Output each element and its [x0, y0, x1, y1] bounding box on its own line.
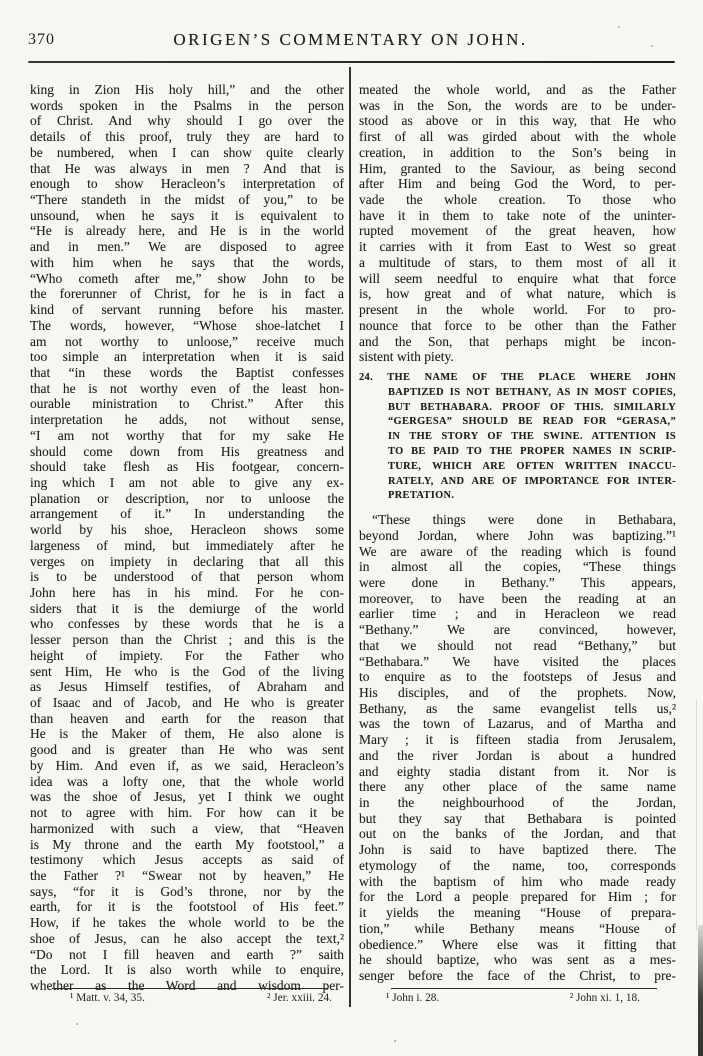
text-line: and the river Jordan is about a hundred [359, 747, 676, 763]
text-line: moreover, to have been the reading at an [359, 590, 676, 606]
text-line: and eighty stadia distant from it. Nor is [359, 763, 676, 779]
text-line: too simple an interpretation when it is said [30, 349, 344, 365]
footnote: ¹ John i. 28. [386, 992, 440, 1004]
text-line: TO BE PAID TO THE PROPER NAMES IN SCRIP- [388, 445, 676, 457]
text-line: lesser person than the Christ ; and this is the [30, 632, 344, 648]
text-line: idea was a lofty one, that the whole world [30, 773, 344, 789]
text-line: it yields the meaning “House of prepara- [359, 905, 676, 921]
text-line: RATELY, AND ARE OF IMPORTANCE FOR INTER- [388, 475, 676, 487]
text-line: is My throne and the earth My footstool,” a [30, 836, 344, 852]
text-line: that we should not read “Bethany,” but [359, 637, 676, 653]
text-line: nounce that force to be other than the Father [359, 317, 676, 333]
text-line: “These things were done in Bethabara, [372, 512, 676, 528]
text-line: vade the whole creation. To those who [359, 192, 676, 208]
text-line: unsound, when he says it is equivalent to [30, 207, 344, 223]
text-line: “Bethany.” We are convinced, however, [359, 622, 676, 638]
text-line: as Jesus Himself testifies, of Abraham and [30, 679, 344, 695]
text-line: arrangement of it.” In understanding the [30, 506, 344, 522]
text-line: the Lord. It is also worth while to enquire, [30, 962, 344, 978]
text-line: The words, however, “Whose shoe-latchet I [30, 317, 344, 333]
text-line: “He is already here, and He is in the world [30, 223, 344, 239]
text-line: details of this proof, truly they are hard to [30, 129, 344, 145]
scan-speck [584, 330, 586, 332]
text-line: largeness of mind, but immediately after he [30, 537, 344, 553]
scan-speck [651, 45, 653, 47]
text-line: world by his shoe, Heracleon shows some [30, 522, 344, 538]
text-line: the Father ?¹ “Swear not by heaven,” He [30, 867, 344, 883]
text-line: obedience.” Where else was it fitting that [359, 936, 676, 952]
text-line: it carries with it from East to West so great [359, 239, 676, 255]
text-line: BAPTIZED IS NOT BETHANY, AS IN MOST COPIES, [388, 386, 676, 398]
text-line: rupted movement of the great heaven, how [359, 223, 676, 239]
text-line: was in the Son, the words are to be under- [359, 97, 676, 113]
text-line: that He was always in men ? And that is [30, 160, 344, 176]
text-line: in the neighbourhood of the Jordan, [359, 795, 676, 811]
text-line: creation, in addition to the Son’s being in [359, 144, 676, 160]
text-line: Him, granted to the Saviour, as being second [359, 160, 676, 176]
text-line: by Him. And even if, as we said, Heracleon’s [30, 757, 344, 773]
text-line: etymology of the name, too, corresponds [359, 857, 676, 873]
text-line: John is said to have baptized there. The [359, 842, 676, 858]
text-line: “Bethabara.” We have visited the places [359, 653, 676, 669]
text-line: interpretation he adds, not without sense, [30, 412, 344, 428]
text-line: present in the whole world. For to pro- [359, 302, 676, 318]
text-line: tion,” while Bethany means “House of [359, 920, 676, 936]
text-line: should take flesh as His footgear, concern- [30, 459, 344, 475]
text-line: than heaven and earth for the reason that [30, 710, 344, 726]
footnote-separator [391, 988, 657, 989]
footnote-separator [52, 988, 328, 989]
text-line: earlier time ; and in Heracleon we read [359, 606, 676, 622]
text-line: of Isaac and of Jacob, and He who is greater [30, 695, 344, 711]
text-line: says, “for it is God’s throne, nor by the [30, 883, 344, 899]
text-line: in almost all the copies, “These things [359, 559, 676, 575]
text-line: John here has in his mind. For he con- [30, 585, 344, 600]
scan-speck [76, 1023, 78, 1025]
text-line: words spoken in the Psalms in the person [30, 97, 344, 113]
body-paragraph [359, 82, 676, 365]
text-line: for the Lord a people prepared for Him ; for [359, 889, 676, 905]
scan-edge-artifact [696, 700, 697, 930]
running-title: ORIGEN’S COMMENTARY ON JOHN. [173, 30, 528, 49]
text-line: He is the Maker of them, He also alone is [30, 726, 344, 742]
column-divider [349, 67, 351, 1007]
text-line: a multitude of stars, to them most of all it [359, 254, 676, 270]
text-line: senger before the face of the Christ, to pre- [359, 967, 676, 983]
text-line: height of impiety. For the Father who [30, 647, 344, 663]
text-line: ourable ministration to Christ.” After this [30, 396, 344, 412]
text-line: ing which I am not able to give any ex- [30, 474, 344, 490]
text-line: with the baptism of him who made ready [359, 873, 676, 889]
text-line: testimony which Jesus accepts as said of [30, 852, 344, 868]
text-line: who confesses by these words that he is a [30, 616, 344, 632]
text-line: PRETATION. [388, 490, 455, 502]
text-line: earth, for it is the footstool of His feet.” [30, 899, 344, 915]
text-line: is to be understood of that person whom [30, 569, 344, 585]
text-line: verges on impiety in declaring that all this [30, 553, 344, 569]
text-line: 24. THE NAME OF THE PLACE WHERE JOHN [359, 371, 676, 383]
text-line: whether as the Word and wisdom per- [30, 977, 344, 993]
text-line: that “in these words the Baptist confesses [30, 364, 344, 380]
text-line: were done in Bethany.” This appears, [359, 574, 676, 590]
footnote: ² Jer. xxiii. 24. [267, 992, 332, 1004]
text-line: be numbered, when I can show quite clearly [30, 144, 344, 160]
text-line: How, if he takes the whole world to be the [30, 915, 344, 931]
text-line: to enquire as to the footsteps of Jesus and [359, 669, 676, 685]
text-line: “There standeth in the midst of you,” to be [30, 192, 344, 208]
text-line: the forerunner of Christ, for he is in fact a [30, 286, 344, 302]
text-line: and the Son, that perhaps might be incon- [359, 333, 676, 349]
text-line: have it in them to take note of the uninter- [359, 207, 676, 223]
right-column [359, 82, 676, 984]
footnote-row [30, 992, 344, 1004]
text-line: was the town of Lazarus, and of Martha and [359, 716, 676, 732]
text-line: BUT BETHABARA. PROOF OF THIS. SIMILARLY [388, 401, 676, 413]
text-line: IN THE STORY OF THE SWINE. ATTENTION IS [388, 431, 676, 443]
text-line: His disciples, and of the prophets. Now, [359, 685, 676, 701]
text-line: after Him and being God the Word, to per- [359, 176, 676, 192]
text-line: Bethany, as the same evangelist tells us,² [359, 700, 676, 716]
left-footnotes [30, 988, 344, 1004]
scan-edge-artifact [698, 925, 703, 1056]
text-line: that he is not worthy even of the least hon- [30, 380, 344, 396]
text-line: planation or description, nor to unloose the [30, 490, 344, 506]
text-line: should come down from His greatness and [30, 443, 344, 459]
text-line: kind of servant running before his master. [30, 302, 344, 318]
text-line: meated the whole world, and as the Father [359, 82, 676, 97]
text-line: sistent with piety. [359, 349, 454, 365]
text-line: good and is greater than He who was sent [30, 742, 344, 758]
text-line: “Who cometh after me,” show John to be [30, 270, 344, 286]
right-footnotes [359, 988, 676, 1004]
text-line: first of all was girded about with the whole [359, 129, 676, 145]
text-line: “GERGESA” SHOULD BE READ FOR “GERASA,” [388, 416, 676, 428]
text-line: stood as above or in this way, that He who [359, 113, 676, 129]
page-number: 370 [28, 31, 55, 48]
footnote: ² John xi. 1, 18. [569, 992, 640, 1004]
text-line: and in men.” We are disposed to agree [30, 239, 344, 255]
footnote-row [359, 992, 676, 1004]
left-column [30, 82, 344, 994]
text-line: We are aware of the reading which is found [359, 543, 676, 559]
text-line: shoe of Jesus, can he also accept the text,² [30, 930, 344, 946]
scan-speck [618, 26, 620, 28]
text-line: there any other place of the same name [359, 779, 676, 795]
text-line: sent Him, He who is the God of the living [30, 663, 344, 679]
text-line: not to agree with him. For how can it be [30, 805, 344, 821]
text-line: “Do not I fill heaven and earth ?” saith [30, 946, 344, 962]
footnote: ¹ Matt. v. 34, 35. [70, 992, 145, 1004]
scan-speck [394, 1040, 396, 1042]
text-line: siders that it is the demiurge of the world [30, 600, 344, 616]
text-line: with him when he says that the words, [30, 254, 344, 270]
text-line: but they say that Bethabara is pointed [359, 810, 676, 826]
text-line: beyond Jordan, where John was baptizing.”¹ [359, 527, 676, 543]
text-line: Mary ; it is fifteen stadia from Jerusalem, [359, 732, 676, 748]
text-line: he should baptize, who was sent as a mes- [359, 952, 676, 968]
text-line: enough to show Heracleon’s interpretation of [30, 176, 344, 192]
text-line: harmonized with such a view, that “Heaven [30, 820, 344, 836]
header-rule [28, 61, 675, 63]
section-heading [359, 371, 676, 504]
body-paragraph [359, 512, 676, 984]
text-line: out on the banks of the Jordan, and that [359, 826, 676, 842]
text-line: is, how great and of what nature, which is [359, 286, 676, 302]
text-line: king in Zion His holy hill,” and the other [30, 82, 344, 97]
text-line: was the shoe of Jesus, yet I think we ought [30, 789, 344, 805]
body-paragraph [30, 82, 344, 994]
text-line: am not worthy to unloose,” receive much [30, 333, 344, 349]
text-line: “I am not worthy that for my sake He [30, 427, 344, 443]
text-line: of Christ. And why should I go over the [30, 113, 344, 129]
page-header [28, 28, 673, 54]
text-line: will seem needful to enquire what that force [359, 270, 676, 286]
text-line: TURE, WHICH ARE OFTEN WRITTEN INACCU- [388, 460, 676, 472]
